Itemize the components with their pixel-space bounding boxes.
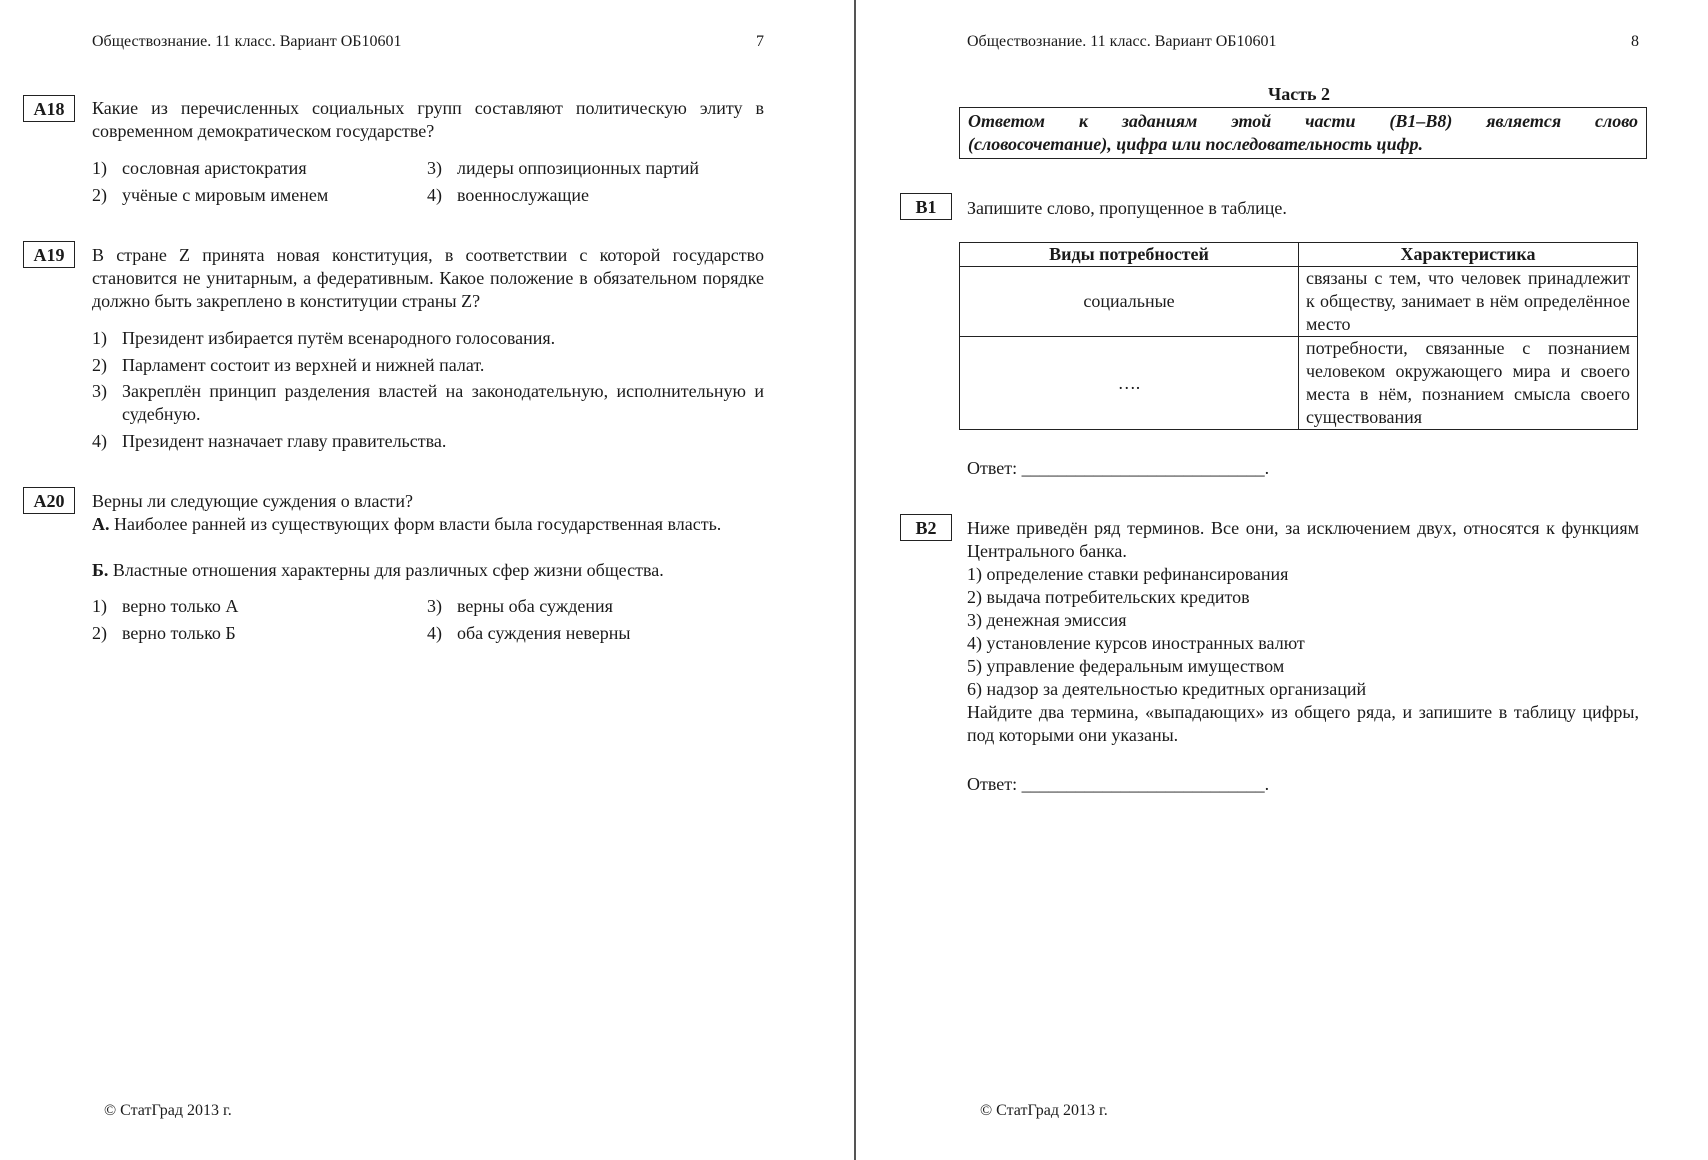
- right-page-footer: © СтатГрад 2013 г.: [980, 1102, 1108, 1119]
- part-title: Часть 2: [1268, 84, 1331, 104]
- b2-answer[interactable]: [967, 773, 1269, 796]
- option-number: 4): [92, 431, 107, 451]
- table-header-description: Характеристика: [1299, 243, 1638, 267]
- option-text: учёные с мировым именем: [122, 185, 329, 205]
- left-page-number: 7: [756, 33, 764, 50]
- a20-option-3: [427, 595, 613, 618]
- question-text-b1: Запишите слово, пропущенное в таблице.: [967, 198, 1287, 218]
- table-cell-description: связаны с тем, что человек принадлежит к обществу, занимает в нём определённое место: [1299, 267, 1638, 337]
- table-header-kind: Виды потребностей: [960, 243, 1299, 267]
- option-text: сословная аристократия: [122, 158, 307, 178]
- a19-option-4: [92, 430, 764, 453]
- a20-option-1: [92, 595, 238, 618]
- option-text: оба суждения неверны: [457, 623, 631, 643]
- table-cell-kind: социальные: [960, 267, 1299, 337]
- statement-a: [92, 513, 764, 536]
- b2-instruction: Найдите два термина, «выпадающих» из общего ряда, и запишите в таблицу цифры, под которыми они указаны.: [967, 702, 1639, 745]
- question-text-a20: Верны ли следующие суждения о власти?: [92, 491, 414, 511]
- option-text: верно только А: [122, 596, 239, 616]
- answer-label: Ответ:: [967, 458, 1018, 478]
- left-page-footer: © СтатГрад 2013 г.: [104, 1102, 232, 1119]
- b2-item-5: 5) управление федеральным имуществом: [967, 656, 1285, 676]
- option-number: 3): [427, 158, 442, 178]
- table-row: [960, 337, 1638, 430]
- part-instructions: [959, 107, 1647, 159]
- statement-a-text: Наиболее ранней из существующих форм власти была государственная власть.: [114, 514, 722, 534]
- statement-b-label: Б.: [92, 560, 109, 580]
- statement-b: [92, 559, 764, 582]
- option-text: лидеры оппозиционных партий: [457, 158, 700, 178]
- right-page-number: 8: [1631, 33, 1639, 50]
- b2-item-6: 6) надзор за деятельностью кредитных организаций: [967, 679, 1367, 699]
- statement-a-label: А.: [92, 514, 110, 534]
- question-text-a18: Какие из перечисленных социальных групп составляют политическую элиту в современном демократическом государстве?: [92, 98, 764, 141]
- question-label-b1: B1: [900, 193, 952, 220]
- a19-option-3: [92, 380, 764, 426]
- table-cell-description: потребности, связанные с познанием человеком окружающего мира и своего места в нём, познанием смысла своего существования: [1299, 337, 1638, 430]
- a20-option-4: [427, 622, 631, 645]
- option-text: верны оба суждения: [457, 596, 613, 616]
- option-text: Парламент состоит из верхней и нижней палат.: [122, 355, 485, 375]
- a19-option-2: [92, 354, 764, 377]
- question-label-a19: A19: [23, 241, 75, 268]
- question-label-a18: A18: [23, 95, 75, 122]
- option-text: верно только Б: [122, 623, 236, 643]
- option-number: 4): [427, 623, 442, 643]
- option-text: Закреплён принцип разделения властей на законодательную, исполнительную и судебную.: [122, 381, 764, 424]
- b2-item-3: 3) денежная эмиссия: [967, 610, 1127, 630]
- option-number: 1): [92, 328, 107, 348]
- right-page-header: Обществознание. 11 класс. Вариант ОБ10601: [967, 33, 1277, 50]
- b2-item-1: 1) определение ставки рефинансирования: [967, 564, 1289, 584]
- left-page-header: Обществознание. 11 класс. Вариант ОБ10601: [92, 33, 402, 50]
- option-number: 2): [92, 355, 107, 375]
- statement-b-text: Властные отношения характерны для различных сфер жизни общества.: [112, 560, 664, 580]
- option-number: 2): [92, 623, 107, 643]
- option-number: 3): [427, 596, 442, 616]
- table-cell-kind-missing: ….: [960, 337, 1299, 430]
- question-label-b2: B2: [900, 514, 952, 541]
- b2-item-2: 2) выдача потребительских кредитов: [967, 587, 1250, 607]
- table-row: [960, 267, 1638, 337]
- option-number: 1): [92, 596, 107, 616]
- part-note-line2: (словосочетание), цифра или последовательность цифр.: [968, 134, 1423, 154]
- page-divider: [854, 0, 856, 1160]
- option-text: Президент избирается путём всенародного голосования.: [122, 328, 556, 348]
- option-text: военнослужащие: [457, 185, 589, 205]
- needs-table: [959, 242, 1638, 430]
- a18-option-1: [92, 157, 307, 180]
- answer-line[interactable]: ___________________________.: [1021, 458, 1270, 478]
- answer-line[interactable]: ___________________________.: [1021, 774, 1270, 794]
- table-header-row: [960, 243, 1638, 267]
- option-number: 3): [92, 381, 107, 401]
- option-text: Президент назначает главу правительства.: [122, 431, 447, 451]
- part-note-line1: Ответом к заданиям этой части (В1–В8) является слово: [968, 111, 1638, 131]
- option-number: 2): [92, 185, 107, 205]
- a19-option-1: [92, 327, 764, 350]
- option-number: 4): [427, 185, 442, 205]
- question-text-b2: Ниже приведён ряд терминов. Все они, за исключением двух, относятся к функциям Центрального банка.: [967, 518, 1639, 561]
- option-number: 1): [92, 158, 107, 178]
- b1-answer[interactable]: [967, 457, 1269, 480]
- a18-option-3: [427, 157, 699, 180]
- answer-label: Ответ:: [967, 774, 1018, 794]
- a20-option-2: [92, 622, 236, 645]
- a18-option-2: [92, 184, 328, 207]
- question-text-a19: В стране Z принята новая конституция, в соответствии с которой государство становится не унитарным, а федеративным. Какое положение в обязательном порядке должно быть закреплено в конституции страны Z?: [92, 245, 764, 311]
- a18-option-4: [427, 184, 589, 207]
- b2-item-4: 4) установление курсов иностранных валют: [967, 633, 1305, 653]
- question-label-a20: A20: [23, 487, 75, 514]
